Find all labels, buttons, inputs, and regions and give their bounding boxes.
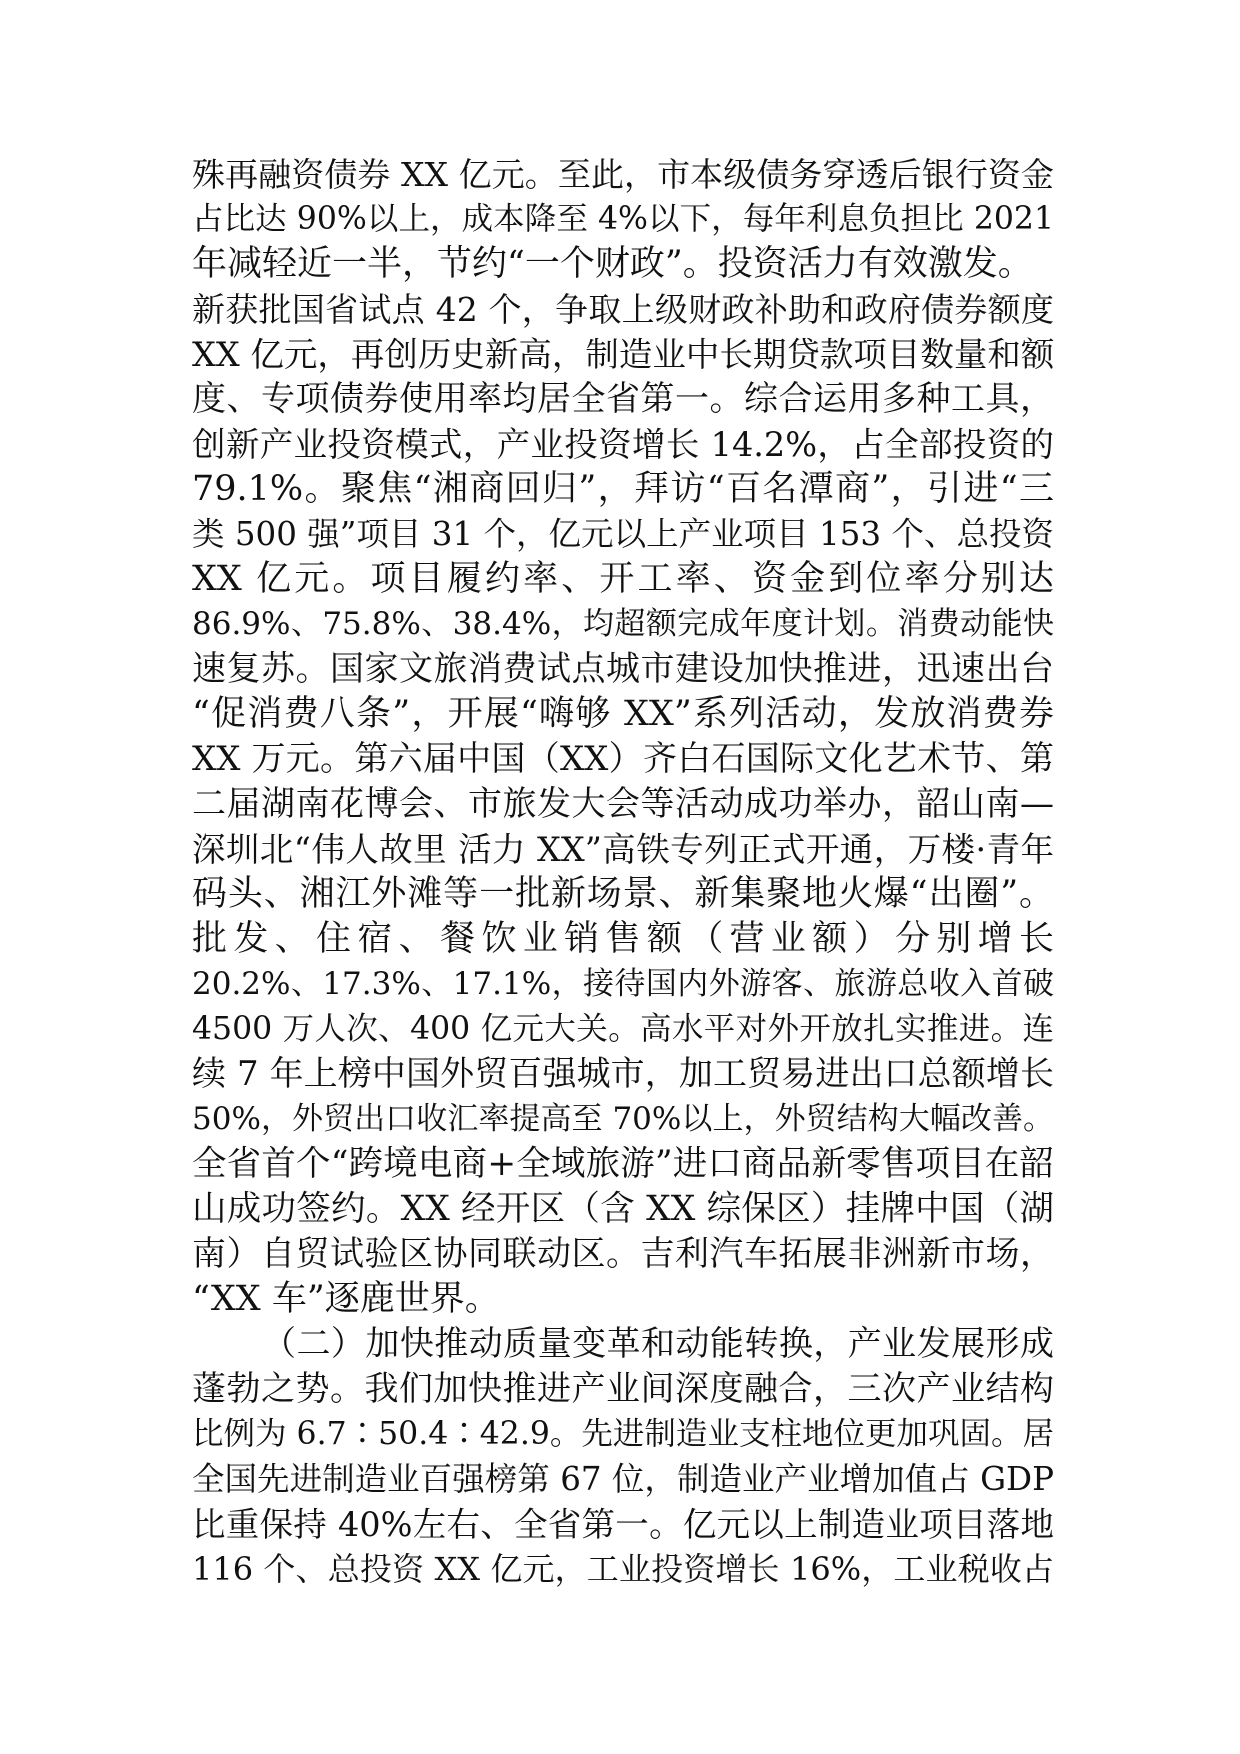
text-line: 山成功签约。XX 经开区（含 XX 综保区）挂牌中国（湖 [192,1189,1054,1229]
text-line: “XX 车”逐鹿世界。 [192,1279,500,1319]
text-line: 速复苏。国家文旅消费试点城市建设加快推进，迅速出台 [192,649,1054,689]
text-line: 年减轻近一半，节约“一个财政”。投资活力有效激发。 [192,244,1033,284]
section-heading-line: （二）加快推动质量变革和动能转换，产业发展形成 [262,1324,1054,1364]
text-line: 116 个、总投资 XX 亿元，工业投资增长 16%，工业税收占 [192,1550,1054,1588]
text-line: 类 500 强”项目 31 个，亿元以上产业项目 153 个、总投资 [192,515,1054,553]
text-line: 86.9%、75.8%、38.4%，均超额完成年度计划。消费动能快 [192,606,1054,642]
text-line: XX 亿元。项目履约率、开工率、资金到位率分别达 [192,559,1054,599]
text-line: 4500 万人次、400 亿元大关。高水平对外开放扎实推进。连 [192,1011,1054,1047]
text-line: 深圳北“伟人故里 活力 XX”高铁专列正式开通，万楼·青年 [192,830,1054,869]
text-line: 新获批国省试点 42 个，争取上级财政补助和政府债券额度 [192,290,1054,329]
text-line: 20.2%、17.3%、17.1%，接待国内外游客、旅游总收入首破 [192,966,1054,1002]
text-line: 79.1%。聚焦“湘商回归”，拜访“百名潭商”，引进“三 [192,469,1054,509]
text-line: 南）自贸试验区协同联动区。吉利汽车拓展非洲新市场， [192,1234,1054,1274]
text-line: 续 7 年上榜中国外贸百强城市，加工贸易进出口总额增长 [192,1054,1054,1094]
text-line: 占比达 90%以上，成本降至 4%以下，每年利息负担比 2021 [192,201,1054,237]
text-line: 度、专项债券使用率均居全省第一。综合运用多种工具， [192,379,1054,419]
text-line: 批发、住宿、餐饮业销售额（营业额）分别增长 [192,919,1054,959]
text-line: 二届湖南花博会、市旅发大会等活动成功举办，韶山南— [192,784,1054,824]
text-line: 比例为 6.7∶50.4∶42.9。先进制造业支柱地位更加巩固。居 [192,1416,1054,1452]
text-line: 50%，外贸出口收汇率提高至 70%以上，外贸结构大幅改善。 [192,1101,1054,1137]
text-line: 码头、湘江外滩等一批新场景、新集聚地火爆“出圈”。 [192,874,1054,914]
body-text [192,152,1054,1592]
text-line: “促消费八条”，开展“嗨够 XX”系列活动，发放消费券 [192,694,1054,734]
text-line: 蓬勃之势。我们加快推进产业间深度融合，三次产业结构 [192,1369,1054,1409]
text-line: XX 亿元，再创历史新高，制造业中长期贷款项目数量和额 [192,335,1055,374]
text-line: 全国先进制造业百强榜第 67 位，制造业产业增加值占 GDP [192,1460,1054,1498]
text-line: 比重保持 40%左右、全省第一。亿元以上制造业项目落地 [192,1505,1054,1544]
text-line: 全省首个“跨境电商+全域旅游”进口商品新零售项目在韶 [192,1144,1054,1184]
text-line: XX 万元。第六届中国（XX）齐白石国际文化艺术节、第 [192,739,1054,779]
text-line: 殊再融资债券 XX 亿元。至此，市本级债务穿透后银行资金 [192,155,1054,194]
text-line: 创新产业投资模式，产业投资增长 14.2%，占全部投资的 [192,425,1054,464]
